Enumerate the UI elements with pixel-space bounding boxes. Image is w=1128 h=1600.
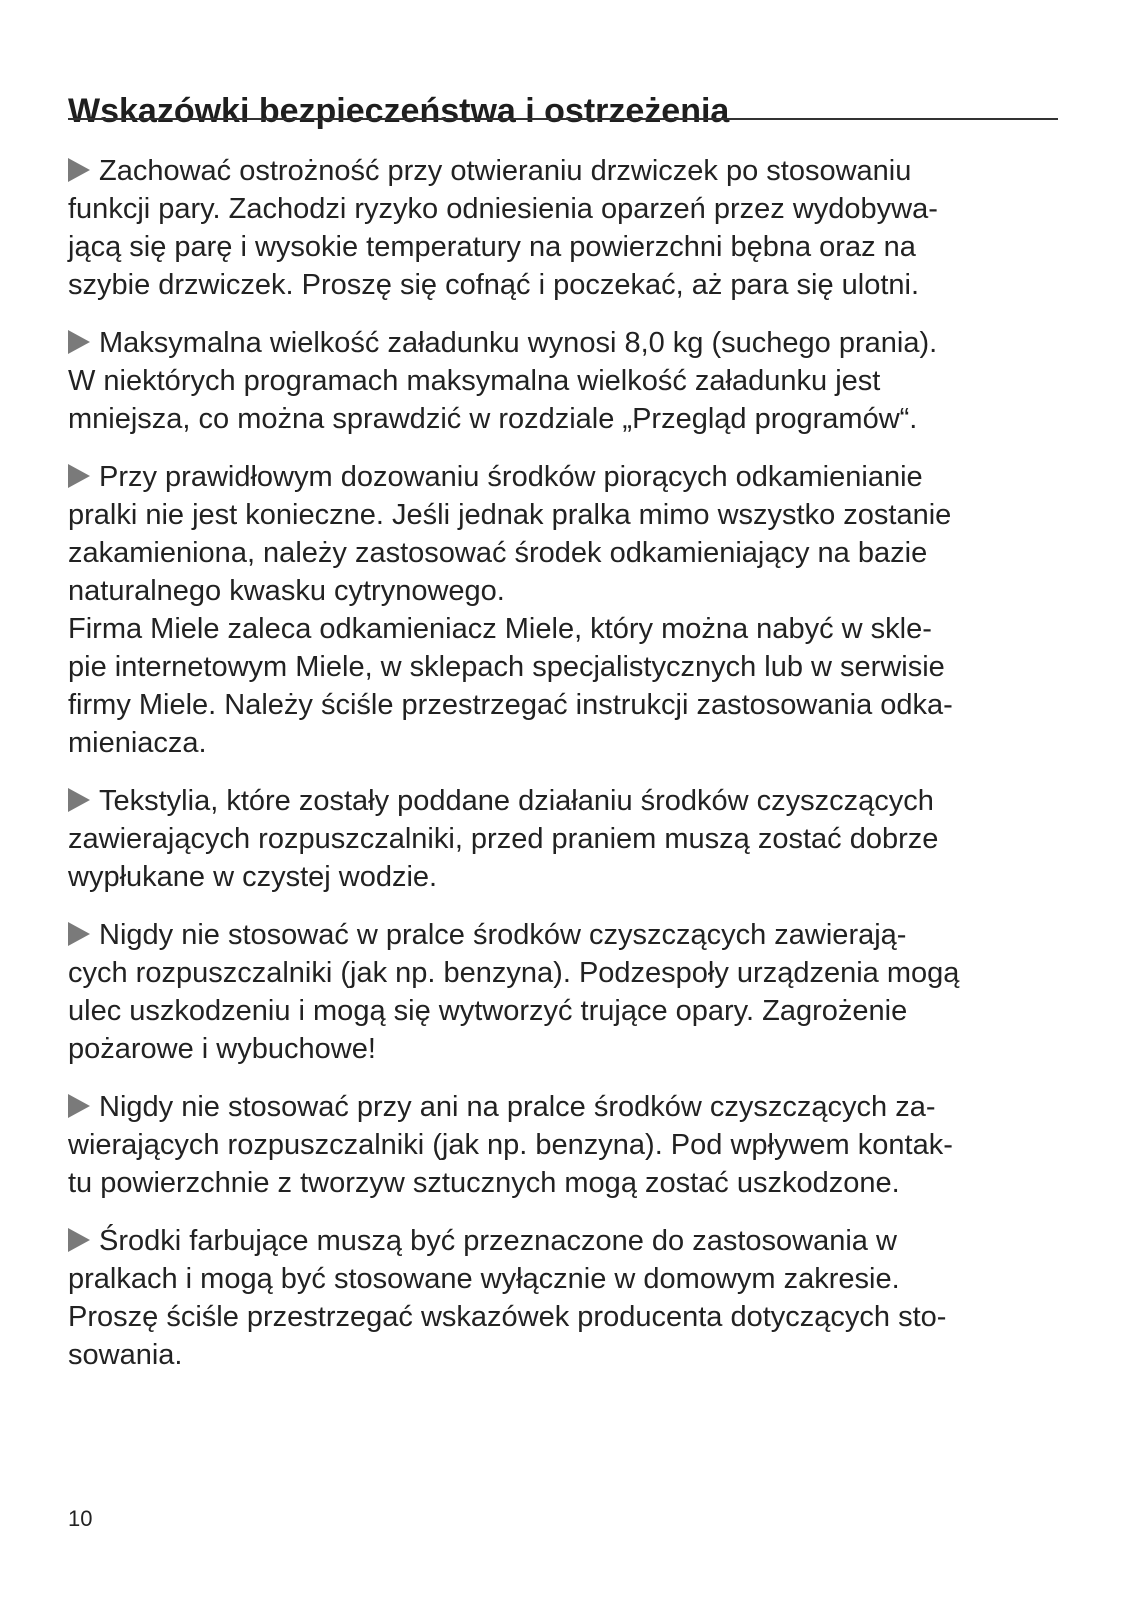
warning-line: pie internetowym Miele, w sklepach specjalistycznych lub w serwisie — [68, 651, 945, 683]
warning-item-descaling — [68, 458, 1058, 762]
warning-line: ulec uszkodzeniu i mogą się wytworzyć trujące opary. Zagrożenie — [68, 995, 908, 1027]
safety-warnings-list — [68, 152, 1058, 1394]
triangle-arrow-right-icon — [68, 158, 90, 182]
triangle-arrow-right-icon — [68, 922, 90, 946]
warning-line: Środki farbujące muszą być przeznaczone do zastosowania w — [68, 1222, 1058, 1260]
warning-line: Proszę ściśle przestrzegać wskazówek producenta dotyczących sto- — [68, 1301, 947, 1333]
warning-line: zakamieniona, należy zastosować środek odkamieniający na bazie — [68, 537, 928, 569]
warning-line: W niektórych programach maksymalna wielkość załadunku jest — [68, 365, 881, 397]
triangle-arrow-right-icon — [68, 330, 90, 354]
warning-item-steam — [68, 152, 1058, 304]
page-title: Wskazówki bezpieczeństwa i ostrzeżenia — [68, 91, 730, 130]
warning-line: cych rozpuszczalniki (jak np. benzyna). Podzespoły urządzenia mogą — [68, 957, 960, 989]
warning-line: wierających rozpuszczalniki (jak np. benzyna). Pod wpływem kontak- — [68, 1129, 953, 1161]
warning-line: naturalnego kwasku cytrynowego. — [68, 575, 505, 607]
warning-item-solvent-textiles — [68, 782, 1058, 896]
triangle-arrow-right-icon — [68, 464, 90, 488]
warning-line: mniejsza, co można sprawdzić w rozdziale „Przegląd programów“. — [68, 403, 918, 435]
warning-line: pralki nie jest konieczne. Jeśli jednak pralka mimo wszystko zostanie — [68, 499, 952, 531]
warning-line: Zachować ostrożność przy otwieraniu drzwiczek po stosowaniu — [68, 152, 1058, 190]
triangle-arrow-right-icon — [68, 1094, 90, 1118]
warning-line: pożarowe i wybuchowe! — [68, 1033, 376, 1065]
triangle-arrow-right-icon — [68, 788, 90, 812]
triangle-arrow-right-icon — [68, 1228, 90, 1252]
warning-line: funkcji pary. Zachodzi ryzyko odniesienia oparzeń przez wydobywa- — [68, 193, 938, 225]
warning-line: Przy prawidłowym dozowaniu środków piorących odkamienianie — [68, 458, 1058, 496]
warning-line: mieniacza. — [68, 727, 207, 759]
warning-line: jącą się parę i wysokie temperatury na powierzchni bębna oraz na — [68, 231, 916, 263]
warning-line: tu powierzchnie z tworzyw sztucznych mogą zostać uszkodzone. — [68, 1167, 900, 1199]
page-number: 10 — [68, 1506, 93, 1531]
warning-line: Firma Miele zaleca odkamieniacz Miele, który można nabyć w skle- — [68, 613, 932, 645]
warning-line: firmy Miele. Należy ściśle przestrzegać instrukcji zastosowania odka- — [68, 689, 953, 721]
warning-line: sowania. — [68, 1339, 183, 1371]
warning-item-load-capacity — [68, 324, 1058, 438]
warning-item-dyes — [68, 1222, 1058, 1374]
title-divider — [68, 118, 1058, 120]
warning-line: szybie drzwiczek. Proszę się cofnąć i poczekać, aż para się ulotni. — [68, 269, 920, 301]
warning-line: Tekstylia, które zostały poddane działaniu środków czyszczących — [68, 782, 1058, 820]
warning-line: Nigdy nie stosować w pralce środków czyszczących zawierają- — [68, 916, 1058, 954]
warning-item-solvent-cleaners-on-machine — [68, 1088, 1058, 1202]
warning-line: Nigdy nie stosować przy ani na pralce środków czyszczących za- — [68, 1088, 1058, 1126]
warning-line: wypłukane w czystej wodzie. — [68, 861, 438, 893]
warning-line: pralkach i mogą być stosowane wyłącznie w domowym zakresie. — [68, 1263, 900, 1295]
warning-line: Maksymalna wielkość załadunku wynosi 8,0 kg (suchego prania). — [68, 324, 1058, 362]
warning-line: zawierających rozpuszczalniki, przed praniem muszą zostać dobrze — [68, 823, 939, 855]
warning-item-solvent-cleaners-in-machine — [68, 916, 1058, 1068]
